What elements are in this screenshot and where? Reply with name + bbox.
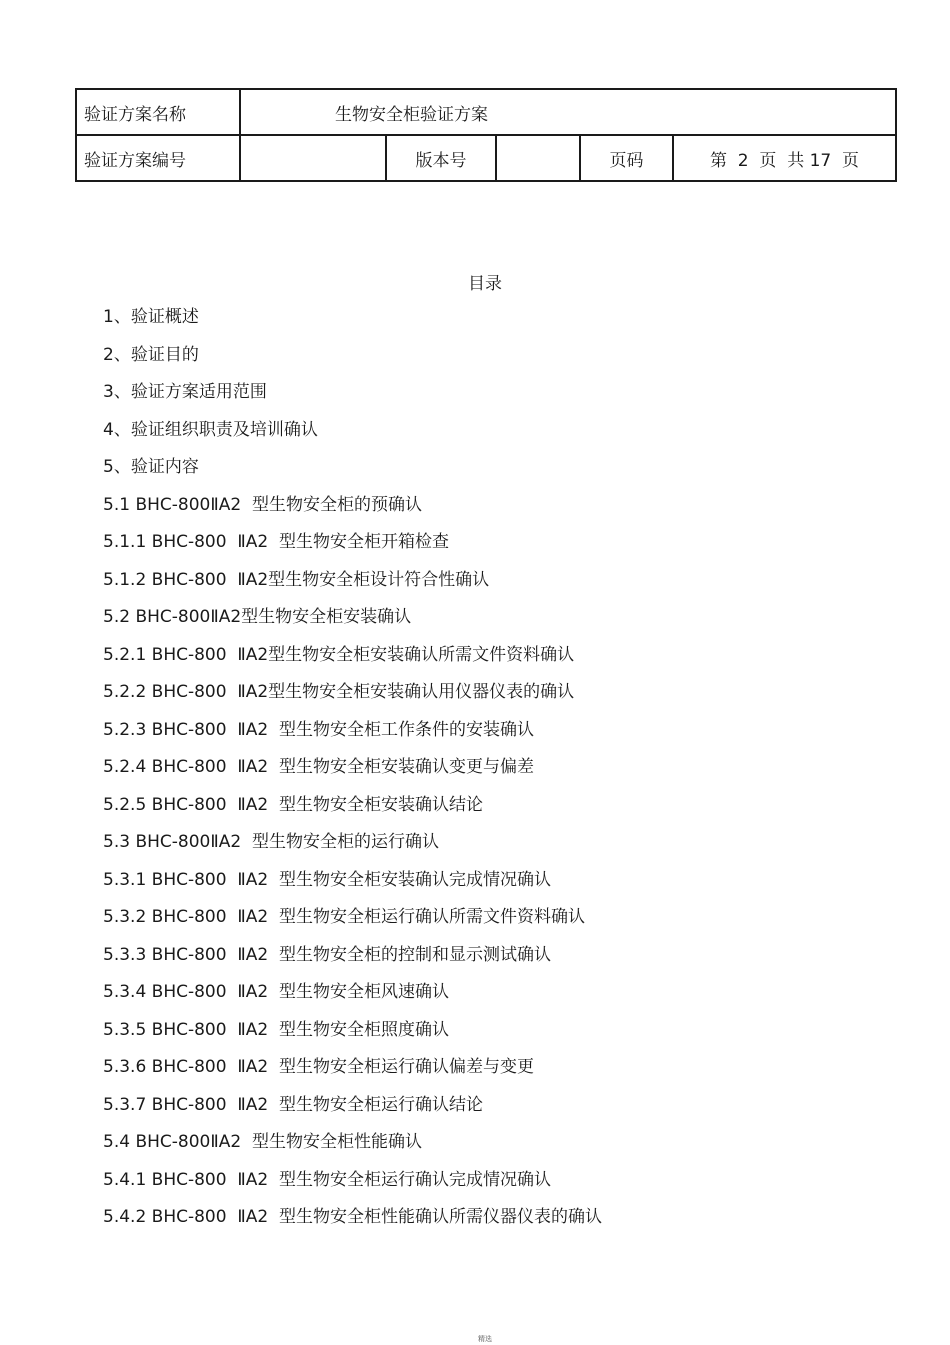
toc-item: 5.2.3 BHC-800 ⅡA2 型生物安全柜工作条件的安装确认 (103, 719, 534, 740)
toc-item: 5.2.4 BHC-800 ⅡA2 型生物安全柜安装确认变更与偏差 (103, 757, 534, 777)
footer-mark: 精选 (478, 1335, 492, 1343)
plan-number-label: 验证方案编号 (76, 135, 240, 181)
toc-item: 5.3.5 BHC-800 ⅡA2 型生物安全柜照度确认 (103, 1019, 449, 1040)
page-value: 第 2 页 共 17 页 (673, 135, 896, 181)
version-label: 版本号 (386, 135, 496, 181)
toc-item: 5.3.3 BHC-800 ⅡA2 型生物安全柜的控制和显示测试确认 (103, 944, 551, 965)
toc-item: 5.2 BHC-800ⅡA2型生物安全柜安装确认 (103, 607, 412, 627)
toc-list (103, 305, 602, 1243)
plan-name-label: 验证方案名称 (76, 89, 240, 135)
toc-item: 3、验证方案适用范围 (103, 382, 267, 402)
toc-item: 5、验证内容 (103, 457, 199, 477)
toc-item: 5.2.1 BHC-800 ⅡA2型生物安全柜安装确认所需文件资料确认 (103, 644, 575, 665)
toc-item: 5.1.1 BHC-800 ⅡA2 型生物安全柜开箱检查 (103, 532, 449, 552)
toc-item: 4、验证组织职责及培训确认 (103, 419, 318, 440)
header-row-plan-name (76, 89, 896, 135)
page-label: 页码 (580, 135, 673, 181)
toc-item: 5.3.4 BHC-800 ⅡA2 型生物安全柜风速确认 (103, 982, 449, 1002)
plan-number-value (240, 135, 386, 181)
header-row-plan-details (76, 135, 896, 181)
toc-item: 5.3.7 BHC-800 ⅡA2 型生物安全柜运行确认结论 (103, 1094, 483, 1115)
document-header-table (75, 88, 897, 182)
toc-item: 5.3.2 BHC-800 ⅡA2 型生物安全柜运行确认所需文件资料确认 (103, 907, 585, 927)
toc-item: 5.3.1 BHC-800 ⅡA2 型生物安全柜安装确认完成情况确认 (103, 869, 551, 890)
toc-item: 1、验证概述 (103, 307, 199, 327)
toc-item: 5.3 BHC-800ⅡA2 型生物安全柜的运行确认 (103, 832, 439, 852)
plan-name-value: 生物安全柜验证方案 (240, 89, 896, 135)
toc-title: 目录 (468, 274, 502, 294)
toc-item: 5.4.2 BHC-800 ⅡA2 型生物安全柜性能确认所需仪器仪表的确认 (103, 1207, 602, 1227)
toc-item: 5.3.6 BHC-800 ⅡA2 型生物安全柜运行确认偏差与变更 (103, 1057, 534, 1077)
version-value (496, 135, 580, 181)
toc-item: 5.2.5 BHC-800 ⅡA2 型生物安全柜安装确认结论 (103, 794, 483, 815)
toc-item: 5.4 BHC-800ⅡA2 型生物安全柜性能确认 (103, 1132, 422, 1152)
toc-item: 5.4.1 BHC-800 ⅡA2 型生物安全柜运行确认完成情况确认 (103, 1169, 551, 1190)
toc-item: 2、验证目的 (103, 344, 199, 365)
toc-item: 5.1.2 BHC-800 ⅡA2型生物安全柜设计符合性确认 (103, 569, 490, 590)
toc-item: 5.1 BHC-800ⅡA2 型生物安全柜的预确认 (103, 494, 422, 515)
toc-item: 5.2.2 BHC-800 ⅡA2型生物安全柜安装确认用仪器仪表的确认 (103, 682, 575, 702)
